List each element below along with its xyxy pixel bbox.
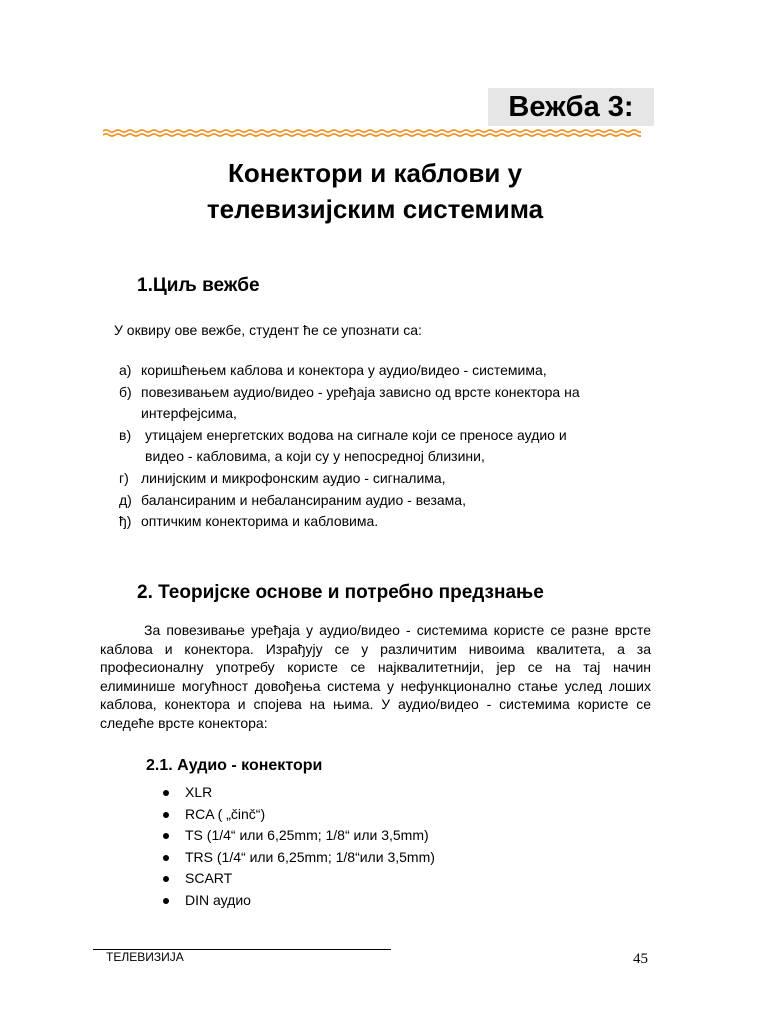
bullet-icon	[163, 855, 169, 861]
goal-list-text: балансираним и небалансираним аудио - везама,	[141, 491, 466, 508]
goal-list-text: коришћењем каблова и конектора у аудио/видео - системима,	[141, 362, 547, 378]
audio-connector-item	[163, 847, 435, 869]
goal-list-text: видео - кабловима, а који су у непосредној близини,	[145, 448, 485, 465]
goal-list-item	[119, 425, 621, 468]
theory-paragraph: За повезивање уређаја у аудио/видео - системима користе се разне врсте каблова и конектора. Израђују се у различитим нивоима квалитета, а за професионалну употребу користе се најквалитетнији, јер се на тај начин елиминише могућност довођења система у нефункционално стање услед лоших каблова, конектора и спојева на њима. У аудио/видео - системима користе се следеће врсте конектора:	[100, 622, 651, 731]
audio-connector-list	[163, 782, 435, 912]
goal-list	[119, 360, 621, 533]
section-heading-theory: 2. Теоријске основе и потребно предзнање	[137, 582, 544, 603]
goal-list-marker: г)	[119, 469, 129, 486]
exercise-label: Вежба 3:	[508, 91, 634, 123]
goal-list-item	[119, 360, 621, 382]
page-title	[100, 155, 650, 227]
goal-list-marker: б)	[119, 383, 132, 400]
audio-connector-label: RCA ( „činč“)	[185, 805, 266, 822]
goal-list-text: повезивањем аудио/видео - уређаја зависно од врсте конектора на	[141, 383, 580, 400]
bullet-icon	[163, 876, 169, 882]
audio-connector-label: DIN аудио	[185, 891, 251, 908]
goal-list-marker: в)	[119, 426, 132, 443]
goal-list-marker: ђ)	[119, 513, 132, 530]
audio-connector-item	[163, 890, 435, 912]
page-number: 45	[633, 951, 648, 967]
page-title-line-1: Конектори и каблови у	[227, 158, 523, 188]
section-heading-goal: 1.Циљ вежбе	[137, 275, 260, 296]
audio-connector-label: SCART	[185, 870, 233, 887]
goal-list-marker: а)	[119, 362, 132, 378]
bullet-icon	[163, 812, 169, 818]
audio-connector-label: TS (1/4“ или 6,25mm; 1/8“ или 3,5mm)	[185, 827, 429, 844]
bullet-icon	[163, 833, 169, 839]
goal-list-text: оптичким конекторима и кабловима.	[141, 513, 379, 530]
goal-list-text: линијским и микрофонским аудио - сигналима,	[141, 469, 446, 486]
goal-intro-text: У оквиру ове вежбе, студент ће се упознати са:	[114, 322, 422, 338]
goal-list-item	[119, 468, 621, 490]
goal-list-marker: д)	[119, 491, 132, 508]
bullet-icon	[163, 898, 169, 904]
audio-connector-item	[163, 804, 435, 826]
decorative-wave-line	[103, 127, 641, 139]
audio-connector-item	[163, 868, 435, 890]
subsection-heading-audio-connectors: 2.1. Аудио - конектори	[146, 757, 323, 774]
audio-connector-label: TRS (1/4“ или 6,25mm; 1/8“или 3,5mm)	[185, 848, 435, 865]
audio-connector-item	[163, 782, 435, 804]
page-title-line-2: телевизијским системима	[206, 194, 544, 224]
goal-list-text: интерфејсима,	[141, 405, 237, 422]
goal-list-text: утицајем енергетских водова на сигнале који се преносе аудио и	[145, 426, 567, 443]
footer-book-title: ТЕЛЕВИЗИЈА	[106, 950, 184, 964]
bullet-icon	[163, 790, 169, 796]
goal-list-item	[119, 511, 621, 533]
goal-list-item	[119, 382, 621, 425]
audio-connector-label: XLR	[185, 784, 213, 800]
goal-list-item	[119, 490, 621, 512]
audio-connector-item	[163, 825, 435, 847]
